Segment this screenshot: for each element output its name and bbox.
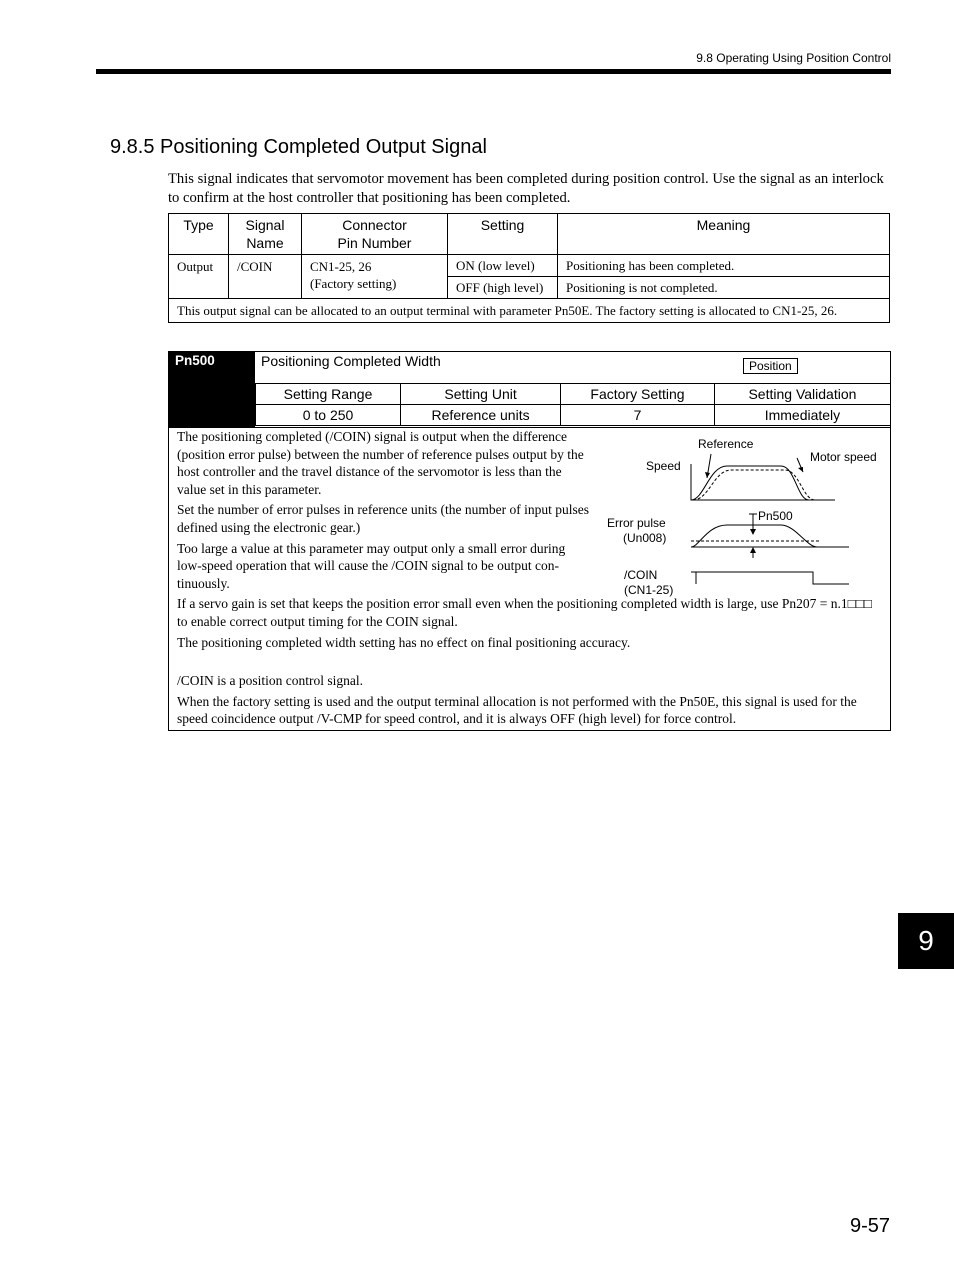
description-paragraph: /COIN is a position control signal.: [177, 673, 363, 689]
reference-label: Reference: [698, 437, 754, 451]
speed-label: Speed: [646, 459, 681, 473]
parameter-description: [177, 428, 883, 731]
cell-meaning-off: Positioning is not completed.: [558, 277, 890, 299]
un008-label: (Un008): [623, 531, 667, 545]
value-setting-validation: Immediately: [714, 405, 890, 426]
description-paragraph: Set the number of error pulses in reference units (the number of input pulses defined using the electronic gear.): [177, 502, 590, 535]
parameter-value-row: [256, 405, 891, 426]
cell-note: This output signal can be allocated to an output terminal with parameter Pn50E. The factory setting is allocated to CN1-25, 26.: [169, 299, 890, 323]
value-setting-range: 0 to 250: [256, 405, 401, 426]
coin-label: /COIN: [624, 568, 658, 582]
header-setting: Setting: [448, 214, 558, 255]
motor-speed-label: Motor speed: [810, 450, 877, 464]
parameter-name: Positioning Completed Width: [261, 353, 441, 369]
signal-table: [168, 213, 890, 323]
error-pulse-label: Error pulse: [607, 516, 666, 530]
intro-paragraph: This signal indicates that servomotor movement has been completed during position control. Use the signal as an interlock to confirm at the host controller that positioning has been completed.: [168, 171, 884, 206]
section-title: 9.8.5 Positioning Completed Output Signal: [110, 136, 487, 158]
header-meaning: Meaning: [558, 214, 890, 255]
value-factory-setting: 7: [561, 405, 715, 426]
position-badge: Position: [743, 358, 798, 374]
header-signal-name: Signal Name: [229, 214, 302, 255]
header-connector: Connector Pin Number: [302, 214, 448, 255]
description-paragraph: When the factory setting is used and the output terminal allocation is not performed with the Pn50E, this signal is used for the speed coincidence output /V-CMP for speed control, and it is always OFF (high level) for force control.: [177, 693, 857, 727]
value-setting-unit: Reference units: [401, 405, 561, 426]
page-number: 9-57: [849, 1215, 890, 1237]
header-rule: [96, 69, 891, 74]
description-paragraph: Too large a value at this parameter may output only a small error during low-speed operation that will cause the /COIN signal to be output con-tinuously.: [177, 540, 566, 591]
cell-pin: CN1-25, 26 (Factory setting): [302, 255, 448, 299]
table-row: [169, 299, 890, 323]
cell-setting-on: ON (low level): [448, 255, 558, 277]
cell-setting-off: OFF (high level): [448, 277, 558, 299]
pn500-label: Pn500: [758, 509, 793, 523]
col-setting-validation: Setting Validation: [714, 384, 890, 405]
parameter-header-row: [256, 384, 891, 405]
signal-table-header: [169, 214, 890, 255]
header-type: Type: [169, 214, 229, 255]
description-paragraph: If a servo gain is set that keeps the position error small even when the positioning completed width is large, use Pn207 = n.1□□□ to enable correct output timing for the COIN signal.: [177, 596, 873, 629]
parameter-box: [168, 351, 891, 731]
table-row: [169, 255, 890, 277]
cell-signal: /COIN: [229, 255, 302, 299]
cell-meaning-on: Positioning has been completed.: [558, 255, 890, 277]
parameter-table: [255, 383, 891, 426]
running-head: 9.8 Operating Using Position Control: [696, 51, 891, 65]
col-setting-unit: Setting Unit: [401, 384, 561, 405]
cn1-25-label: (CN1-25): [624, 583, 674, 597]
description-paragraph: The positioning completed width setting has no effect on final positioning accuracy.: [177, 634, 631, 650]
col-factory-setting: Factory Setting: [561, 384, 715, 405]
chapter-tab: [898, 913, 954, 969]
cell-type: Output: [169, 255, 229, 299]
chapter-number: 9: [918, 925, 934, 956]
description-paragraph: The positioning completed (/COIN) signal is output when the difference (position error pulse) between the number of reference pulses output by the host controller and the travel distance of the servomotor is less than the value set in this parameter.: [177, 429, 584, 497]
parameter-code: Pn500: [175, 353, 215, 368]
col-setting-range: Setting Range: [256, 384, 401, 405]
